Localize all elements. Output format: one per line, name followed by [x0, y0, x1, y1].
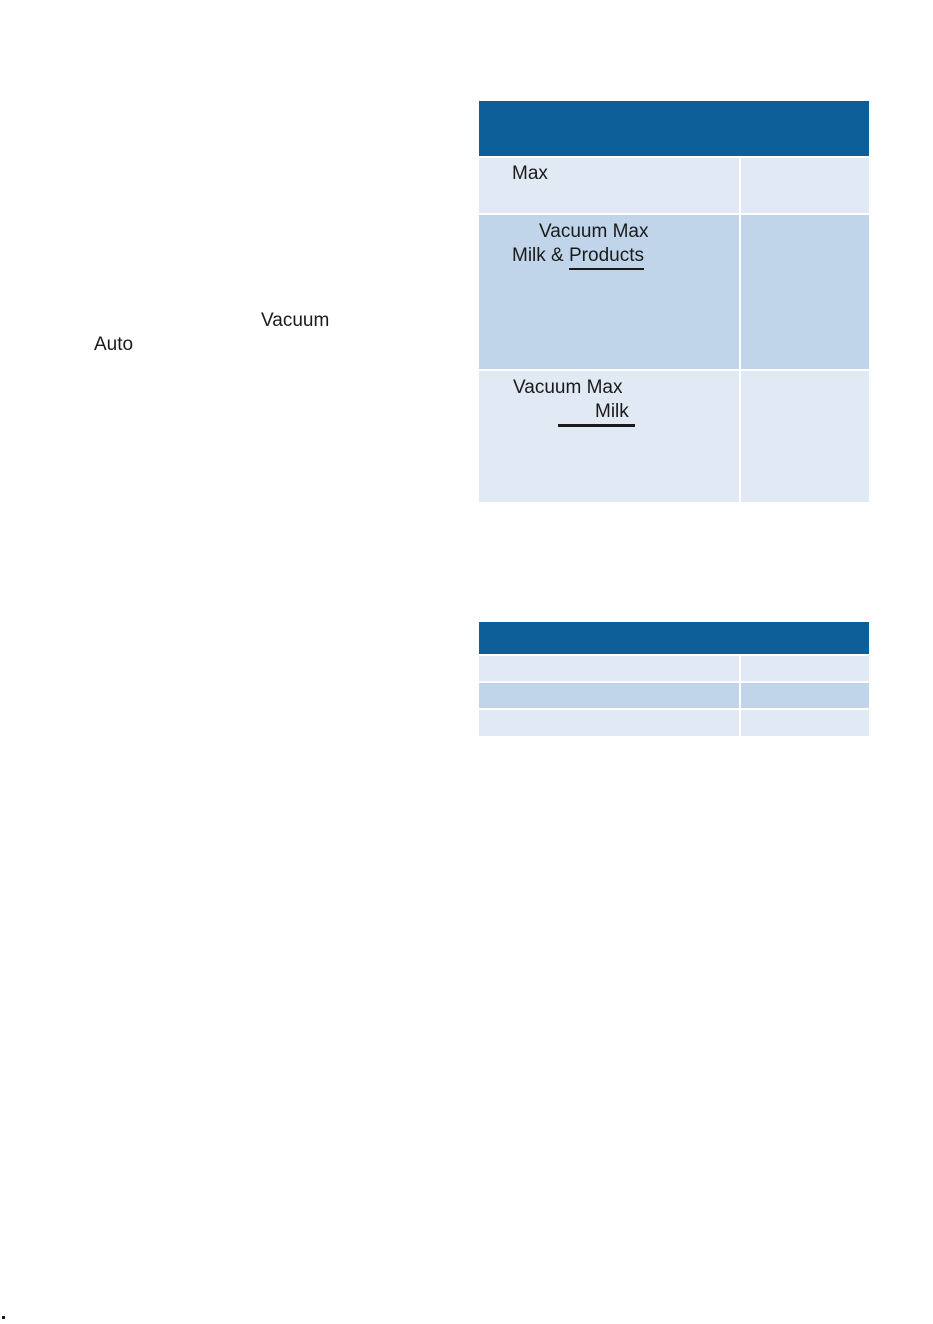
row-vacuum-max-label: Vacuum Max [539, 221, 649, 242]
table-cell [479, 215, 741, 369]
table-cell [479, 158, 741, 213]
row3-milk-label: Milk [595, 401, 629, 422]
table-cell [479, 656, 741, 681]
table-cell [741, 656, 869, 681]
row-milk-products-label [512, 244, 644, 270]
table-row [479, 213, 869, 369]
table-row [479, 156, 869, 213]
milk-underline [558, 424, 635, 427]
vacuum-label: Vacuum [261, 310, 330, 331]
table-cell [741, 371, 869, 502]
table-cell [479, 371, 741, 502]
table-header [479, 101, 869, 156]
table-header [479, 622, 869, 654]
row-max-label: Max [512, 163, 548, 184]
auto-label: Auto [94, 334, 134, 355]
row3-vacuum-max-label: Vacuum Max [513, 377, 623, 398]
table-row [479, 708, 869, 736]
table-row [479, 654, 869, 681]
table-cell [479, 683, 741, 708]
table-row [479, 681, 869, 708]
table-cell [741, 710, 869, 736]
second-table [479, 622, 869, 736]
page-corner-mark [2, 1316, 5, 1319]
table-cell [741, 158, 869, 213]
table-row [479, 369, 869, 502]
milk-prefix: Milk & [512, 245, 569, 266]
table-cell [479, 710, 741, 736]
table-cell [741, 683, 869, 708]
table-cell [741, 215, 869, 369]
products-underlined: Products [569, 246, 644, 270]
programme-table [479, 101, 869, 502]
